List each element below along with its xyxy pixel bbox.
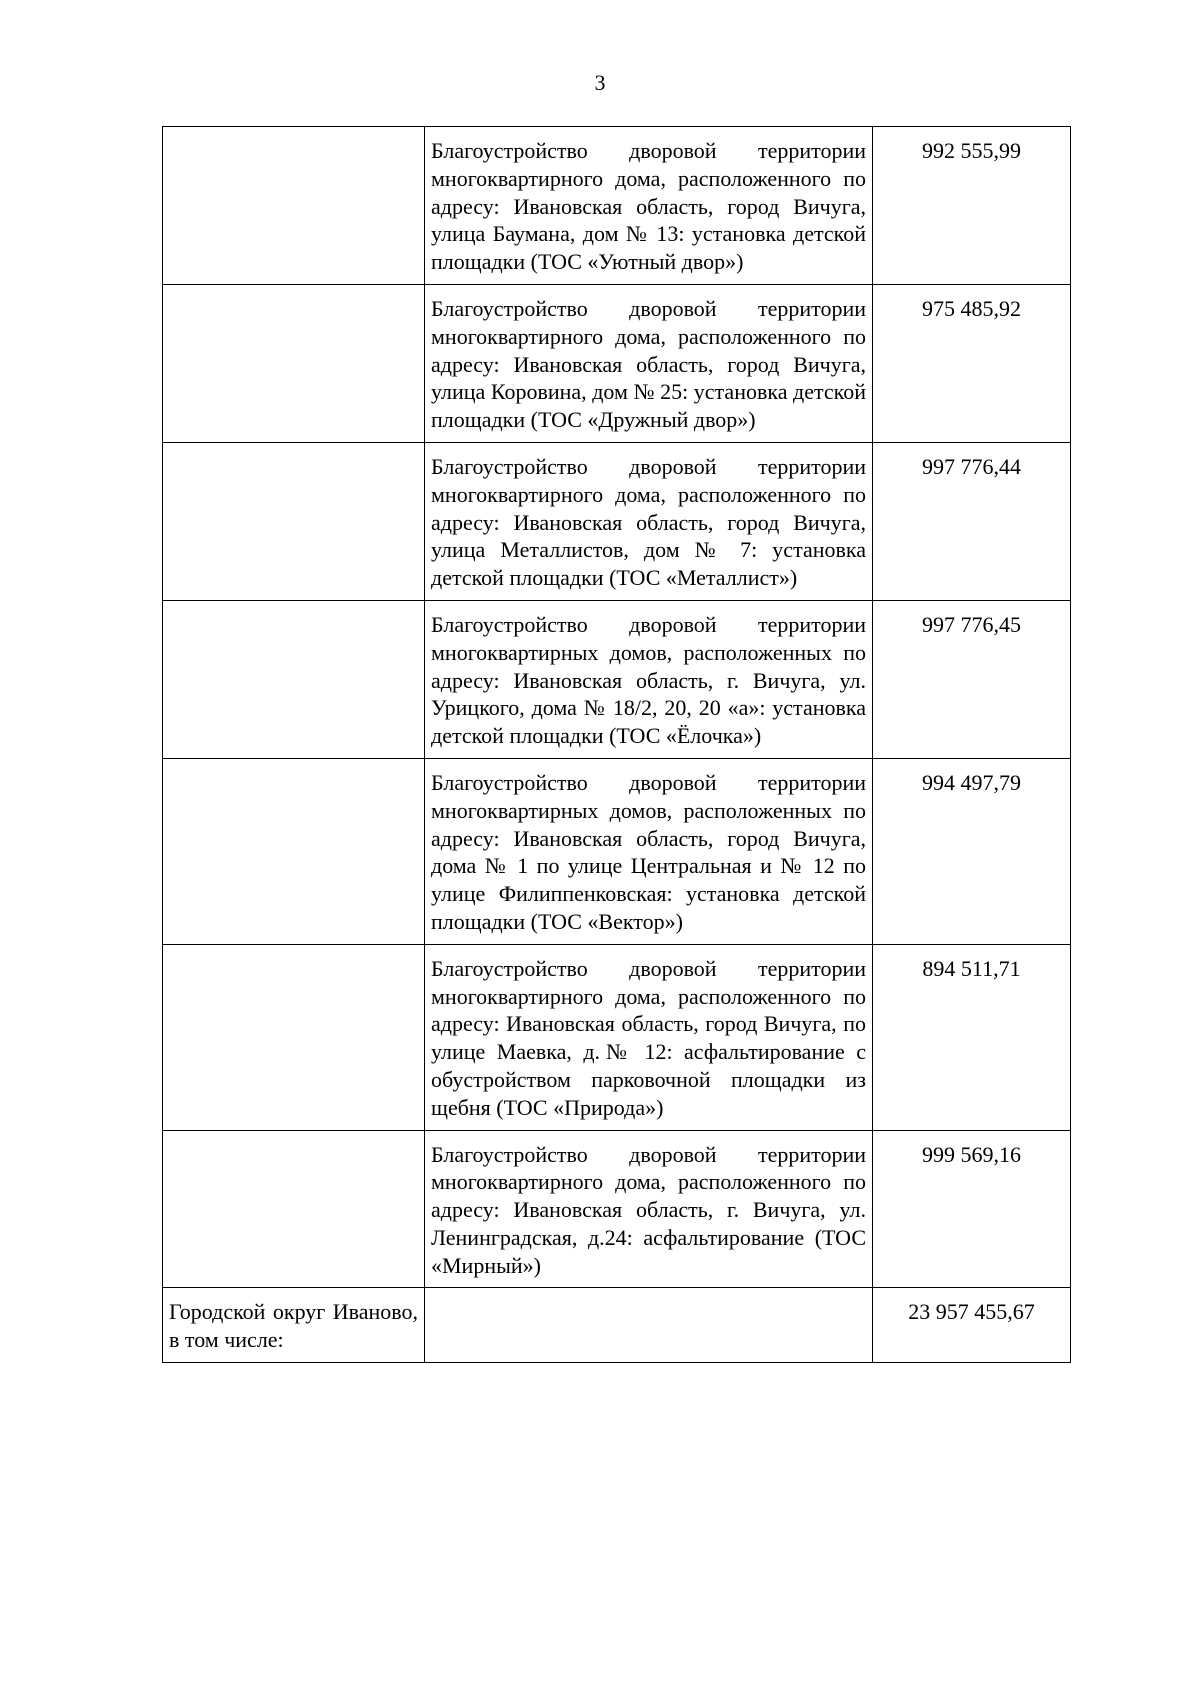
description-cell: Благоустройство дворовой территории многоквартирных домов, расположенных по адресу: Ивановская область, город Вичуга, дома № 1 по улице Центральная и № 12 по улице Филиппенковская: установка детской площадки (ТОС «Вектор») [425, 758, 873, 944]
description-cell: Благоустройство дворовой территории многоквартирного дома, расположенного по адресу: Ивановская область, город Вичуга, улица Баумана, дом № 13: установка детской площадки (ТОС «Уютный двор») [425, 127, 873, 285]
table-row [163, 442, 1071, 600]
region-cell [163, 944, 425, 1130]
region-cell [163, 284, 425, 442]
description-cell: Благоустройство дворовой территории многоквартирного дома, расположенного по адресу: Ивановская область, город Вичуга, улица Коровина, дом № 25: установка детской площадки (ТОС «Дружный двор») [425, 284, 873, 442]
table-row [163, 1130, 1071, 1288]
table-row [163, 944, 1071, 1130]
description-cell: Благоустройство дворовой территории многоквартирного дома, расположенного по адресу: Ивановская область, город Вичуга, по улице Маевка, д.№ 12: асфальтирование с обустройством парковочной площадки из щебня (ТОС «Природа») [425, 944, 873, 1130]
amount-cell: 994 497,79 [873, 758, 1071, 944]
region-cell [163, 758, 425, 944]
amount-cell: 999 569,16 [873, 1130, 1071, 1288]
amount-cell: 992 555,99 [873, 127, 1071, 285]
amount-cell: 894 511,71 [873, 944, 1071, 1130]
funding-table [162, 126, 1071, 1363]
amount-cell: 997 776,44 [873, 442, 1071, 600]
description-cell: Благоустройство дворовой территории многоквартирного дома, расположенного по адресу: Ивановская область, город Вичуга, улица Металлистов, дом № 7: установка детской площадки (ТОС «Металлист») [425, 442, 873, 600]
table-row [163, 127, 1071, 285]
description-cell: Благоустройство дворовой территории многоквартирных домов, расположенных по адресу: Ивановская область, г. Вичуга, ул. Урицкого, дома № 18/2, 20, 20 «а»: установка детской площадки (ТОС «Ёлочка») [425, 600, 873, 758]
table-row [163, 600, 1071, 758]
region-cell [163, 600, 425, 758]
description-cell [425, 1288, 873, 1363]
table-row [163, 758, 1071, 944]
region-cell [163, 127, 425, 285]
region-cell [163, 1130, 425, 1288]
page-number: 3 [594, 70, 606, 95]
table-row [163, 284, 1071, 442]
amount-cell: 975 485,92 [873, 284, 1071, 442]
region-cell: Городской округ Иваново, в том числе: [163, 1288, 425, 1363]
description-cell: Благоустройство дворовой территории многоквартирного дома, расположенного по адресу: Ивановская область, г. Вичуга, ул. Ленинградская, д.24: асфальтирование (ТОС «Мирный») [425, 1130, 873, 1288]
amount-cell: 23 957 455,67 [873, 1288, 1071, 1363]
amount-cell: 997 776,45 [873, 600, 1071, 758]
table-row-total [163, 1288, 1071, 1363]
region-cell [163, 442, 425, 600]
